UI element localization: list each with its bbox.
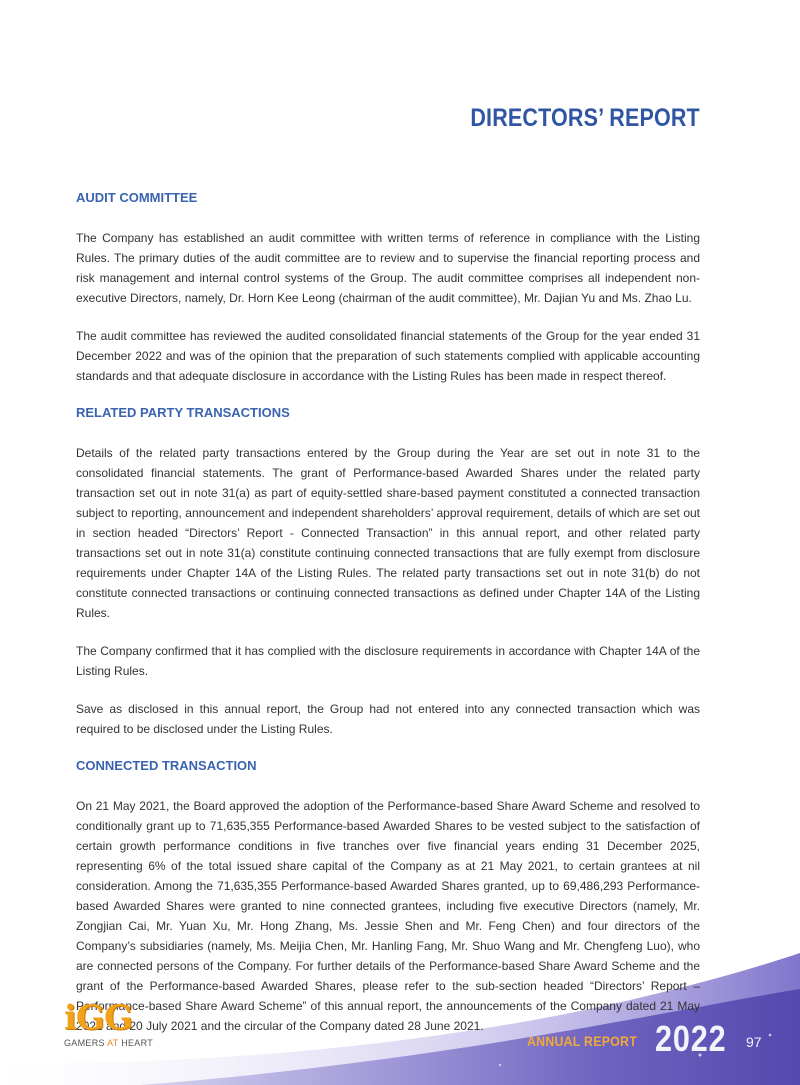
- logo-tagline-part1: GAMERS: [64, 1038, 108, 1048]
- logo-wordmark: iGG: [64, 998, 132, 1038]
- page-number: 97: [746, 1034, 762, 1050]
- page-title: DIRECTORS’ REPORT: [470, 104, 700, 132]
- logo-tagline-part2: HEART: [118, 1038, 154, 1048]
- main-content: [76, 189, 700, 1036]
- logo-tagline-highlight: AT: [107, 1038, 119, 1048]
- section-related-party-transactions: [76, 404, 700, 739]
- paragraph: The Company confirmed that it has complied with the disclosure requirements in accordance with Chapter 14A of the Listing Rules.: [76, 644, 700, 678]
- paragraph: Save as disclosed in this annual report, the Group had not entered into any connected transaction which was required to be disclosed under the Listing Rules.: [76, 702, 700, 736]
- paragraph: The audit committee has reviewed the audited consolidated financial statements of the Group for the year ended 31 December 2022 and was of the opinion that the preparation of such statements complied with applicable accounting standards and that adequate disclosure in accordance with the Listing Rules has been made in respect thereof.: [76, 329, 700, 383]
- logo-tagline: [64, 1038, 174, 1048]
- paragraph: The Company has established an audit committee with written terms of reference in compliance with the Listing Rules. The primary duties of the audit committee are to review and to supervise the financial reporting process and risk management and internal control systems of the Group. The audit committee comprises all independent non-executive Directors, namely, Dr. Horn Kee Leong (chairman of the audit committee), Mr. Dajian Yu and Ms. Zhao Lu.: [76, 231, 700, 305]
- company-logo: [64, 1000, 174, 1056]
- section-heading: RELATED PARTY TRANSACTIONS: [76, 405, 290, 420]
- paragraph: On 21 May 2021, the Board approved the adoption of the Performance-based Share Award Scheme and resolved to conditionally grant up to 71,635,355 Performance-based Awarded Shares to be vested subject to the satisfaction of certain growth performance conditions in five tranches over five financial years ending 31 December 2025, representing 6% of the total issued share capital of the Company as at 21 May 2021, to certain grantees at nil consideration. Among the 71,635,355 Performance-based Awarded Shares granted, up to 69,486,293 Performance-based Awarded Shares were granted to nine connected grantees, including five executive Directors (namely, Mr. Zongjian Cai, Mr. Yuan Xu, Mr. Hong Zhang, Ms. Jessie Shen and Mr. Feng Chen) and four directors of the Company’s subsidiaries (namely, Ms. Meijia Chen, Mr. Hanling Fang, Mr. Shuo Wang and Mr. Chengfeng Luo), who are connected persons of the Company. For further details of the Performance-based Share Award Scheme and the grant of the Performance-based Awarded Shares, please refer to the sub-section headed “Directors’ Report – Performance-based Share Award Scheme” of this annual report, the announcements of the Company dated 21 May 2021 and 20 July 2021 and the circular of the Company dated 28 June 2021.: [76, 799, 700, 1033]
- paragraph: Details of the related party transactions entered by the Group during the Year are set out in note 31 to the consolidated financial statements. The grant of Performance-based Awarded Shares under the related party transaction set out in note 31(a) as part of equity-settled share-based payment constituted a connected transaction subject to reporting, announcement and independent shareholders’ approval requirement, details of which are set out in section headed “Directors’ Report - Connected Transaction” in this annual report, and other related party transactions set out in note 31(a) constitute continuing connected transactions that are fully exempt from disclosure requirements under Chapter 14A of the Listing Rules. The related party transactions set out in note 31(b) do not constitute connected transactions or continuing connected transactions as defined under Chapter 14A of the Listing Rules.: [76, 446, 700, 620]
- report-year: 2022: [655, 1018, 727, 1059]
- section-audit-committee: [76, 189, 700, 386]
- section-heading: AUDIT COMMITTEE: [76, 190, 198, 205]
- section-heading: CONNECTED TRANSACTION: [76, 758, 257, 773]
- annual-report-label: ANNUAL REPORT: [527, 1033, 637, 1049]
- section-connected-transaction: [76, 757, 700, 1036]
